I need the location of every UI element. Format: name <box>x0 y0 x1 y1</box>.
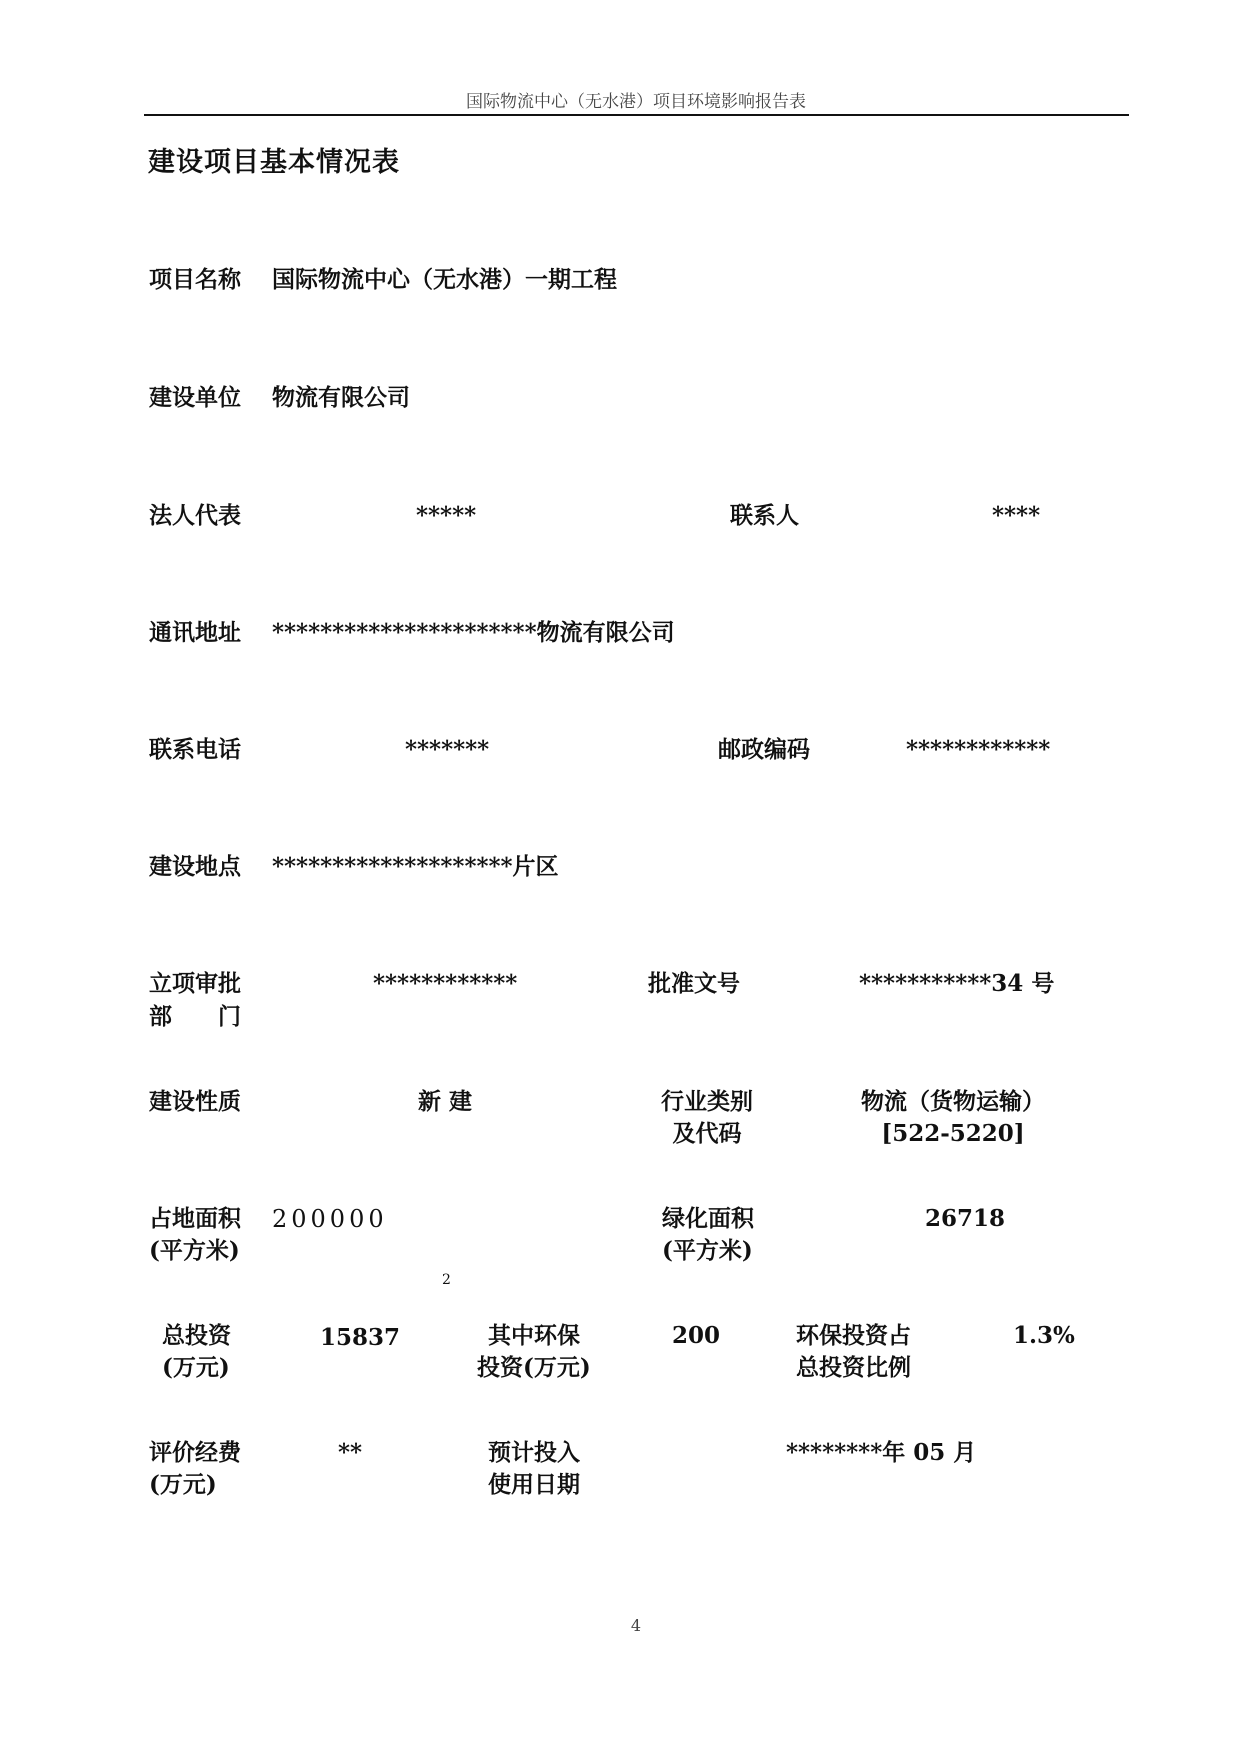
builder-label: 建设单位 <box>149 384 241 411</box>
approval-dept-label-line2: 部 门 <box>149 1003 241 1030</box>
start-date-label-line2: 使用日期 <box>488 1471 580 1498</box>
land-area-value: 200000 <box>272 1205 388 1233</box>
env-ratio-label-line1: 环保投资占 <box>796 1322 911 1349</box>
eval-fee-label-line2: (万元) <box>149 1471 217 1498</box>
start-date-value: ********年 05 月 <box>786 1439 977 1466</box>
env-ratio-value: 1.3% <box>1013 1322 1075 1349</box>
total-invest-label-line2: (万元) <box>162 1354 230 1381</box>
industry-value-line1: 物流（货物运输） <box>861 1088 1045 1115</box>
industry-label-line2: 及代码 <box>672 1120 742 1147</box>
land-area-unit-superscript: 2 <box>442 1272 451 1288</box>
project-name-value: 国际物流中心（无水港）一期工程 <box>272 266 617 293</box>
eval-fee-label-line1: 评价经费 <box>149 1439 241 1466</box>
total-invest-value: 15837 <box>320 1324 401 1351</box>
legal-rep-label: 法人代表 <box>149 502 241 529</box>
running-header: 国际物流中心（无水港）项目环境影响报告表 <box>466 92 806 112</box>
start-date-label-line1: 预计投入 <box>488 1439 580 1466</box>
address-value: **********************物流有限公司 <box>272 619 675 646</box>
land-area-label-line1: 占地面积 <box>149 1205 241 1232</box>
phone-label: 联系电话 <box>149 736 241 763</box>
env-invest-label-line1: 其中环保 <box>488 1322 580 1349</box>
green-area-value: 26718 <box>925 1205 1006 1232</box>
postcode-label: 邮政编码 <box>718 736 810 763</box>
phone-value: ******* <box>405 736 490 763</box>
contact-value: **** <box>992 502 1041 529</box>
approval-dept-value: ************ <box>373 970 518 997</box>
nature-label: 建设性质 <box>149 1088 241 1115</box>
green-area-label-line1: 绿化面积 <box>662 1205 754 1232</box>
nature-value: 新 建 <box>418 1088 473 1115</box>
postcode-value: ************ <box>906 736 1051 763</box>
eval-fee-value: ** <box>338 1439 363 1466</box>
page-title: 建设项目基本情况表 <box>148 147 400 178</box>
contact-label: 联系人 <box>730 502 799 529</box>
env-ratio-label-line2: 总投资比例 <box>796 1354 911 1381</box>
industry-label-line1: 行业类别 <box>661 1088 753 1115</box>
industry-value-line2: [522-5220] <box>881 1120 1025 1147</box>
legal-rep-value: ***** <box>416 502 477 529</box>
location-value: ********************片区 <box>272 853 559 880</box>
env-invest-label-line2: 投资(万元) <box>477 1354 591 1381</box>
total-invest-label-line1: 总投资 <box>162 1322 231 1349</box>
page-number: 4 <box>630 1616 642 1635</box>
green-area-label-line2: (平方米) <box>662 1237 753 1264</box>
approval-no-value: ***********34 号 <box>859 970 1055 997</box>
header-rule <box>144 114 1129 116</box>
builder-value: 物流有限公司 <box>272 384 410 411</box>
env-invest-value: 200 <box>672 1322 721 1349</box>
location-label: 建设地点 <box>149 853 241 880</box>
approval-dept-label-line1: 立项审批 <box>149 970 241 997</box>
address-label: 通讯地址 <box>149 619 241 646</box>
land-area-label-line2: (平方米) <box>149 1237 240 1264</box>
project-name-label: 项目名称 <box>149 266 241 293</box>
approval-no-label: 批准文号 <box>648 970 740 997</box>
